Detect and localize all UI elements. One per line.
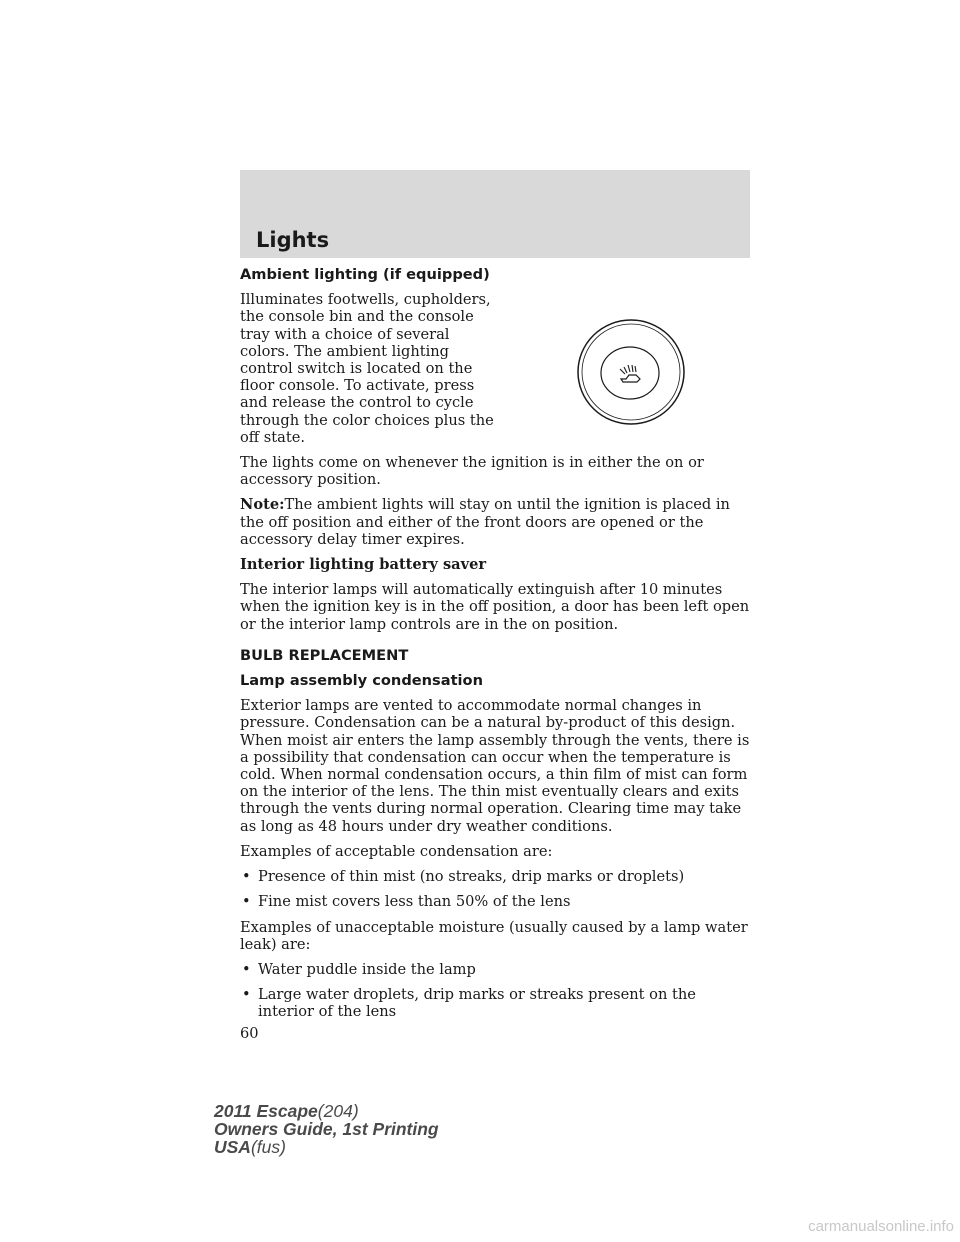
print-footer <box>214 1102 439 1156</box>
chapter-header <box>240 170 750 258</box>
bullet: • <box>242 960 251 978</box>
battery-saver-heading: Interior lighting battery saver <box>240 556 487 574</box>
battery-saver-text: The interior lamps will automatically extinguish after 10 minutes when the ignition key is in the off position, a door has been left open or the interior lamp controls are in the on position. <box>240 581 750 633</box>
page-content <box>240 266 752 1042</box>
footer-market: USA <box>214 1137 251 1157</box>
list-item: • Presence of thin mist (no streaks, drip marks or droplets) <box>242 868 685 886</box>
footer-model-code: (204) <box>317 1101 359 1121</box>
list-item: • Large water droplets, drip marks or streaks present on the interior of the lens <box>242 986 696 1021</box>
list-item: • Fine mist covers less than 50% of the lens <box>242 893 571 911</box>
footer-printing: Owners Guide, 1st Printing <box>214 1119 439 1139</box>
page-number: 60 <box>240 1024 259 1042</box>
ambient-lighting-heading: Ambient lighting (if equipped) <box>240 266 490 283</box>
bullet: • <box>242 868 251 886</box>
acceptable-list <box>240 868 752 910</box>
acceptable-intro: Examples of acceptable condensation are: <box>240 842 553 860</box>
site-watermark: carmanualsonline.info <box>808 1218 954 1235</box>
bullet: • <box>242 893 251 911</box>
ambient-note <box>240 496 752 548</box>
note-text: The ambient lights will stay on until the ignition is placed in the off position and either of the front doors are opened or the accessory delay timer expires. <box>240 496 730 548</box>
footer-model: 2011 Escape <box>214 1101 318 1121</box>
unacceptable-intro: Examples of unacceptable moisture (usually caused by a lamp water leak) are: <box>240 918 748 953</box>
ambient-intro-text: Illuminates footwells, cupholders, the console bin and the console tray with a choice of several colors. The ambient lighting control switch is located on the floor console. To activate, press and release the control to cycle through the color choices plus the off state. <box>240 291 494 446</box>
note-label: Note: <box>240 496 285 514</box>
ambient-intro-block <box>240 291 752 446</box>
ambient-ignition-text: The lights come on whenever the ignition is in either the on or accessory position. <box>240 454 704 489</box>
condensation-heading: Lamp assembly condensation <box>240 672 483 690</box>
condensation-text: Exterior lamps are vented to accommodate normal changes in pressure. Condensation can be a natural by-product of this design. When moist air enters the lamp assembly through the vents, there is a possibility that condensation can occur when the temperature is cold. When normal condensation occurs, a thin film of mist can form on the interior of the lens. The thin mist eventually clears and exits through the vents during normal operation. Clearing time may take as long as 48 hours under dry weather conditions. <box>240 697 750 835</box>
bullet: • <box>242 986 251 1004</box>
chapter-title: Lights <box>256 228 330 252</box>
list-item: • Water puddle inside the lamp <box>242 960 476 978</box>
unacceptable-list <box>240 961 752 1021</box>
footer-market-code: (fus) <box>250 1137 286 1157</box>
ambient-lighting-switch-icon <box>574 315 688 429</box>
bulb-replacement-heading: BULB REPLACEMENT <box>240 646 409 664</box>
